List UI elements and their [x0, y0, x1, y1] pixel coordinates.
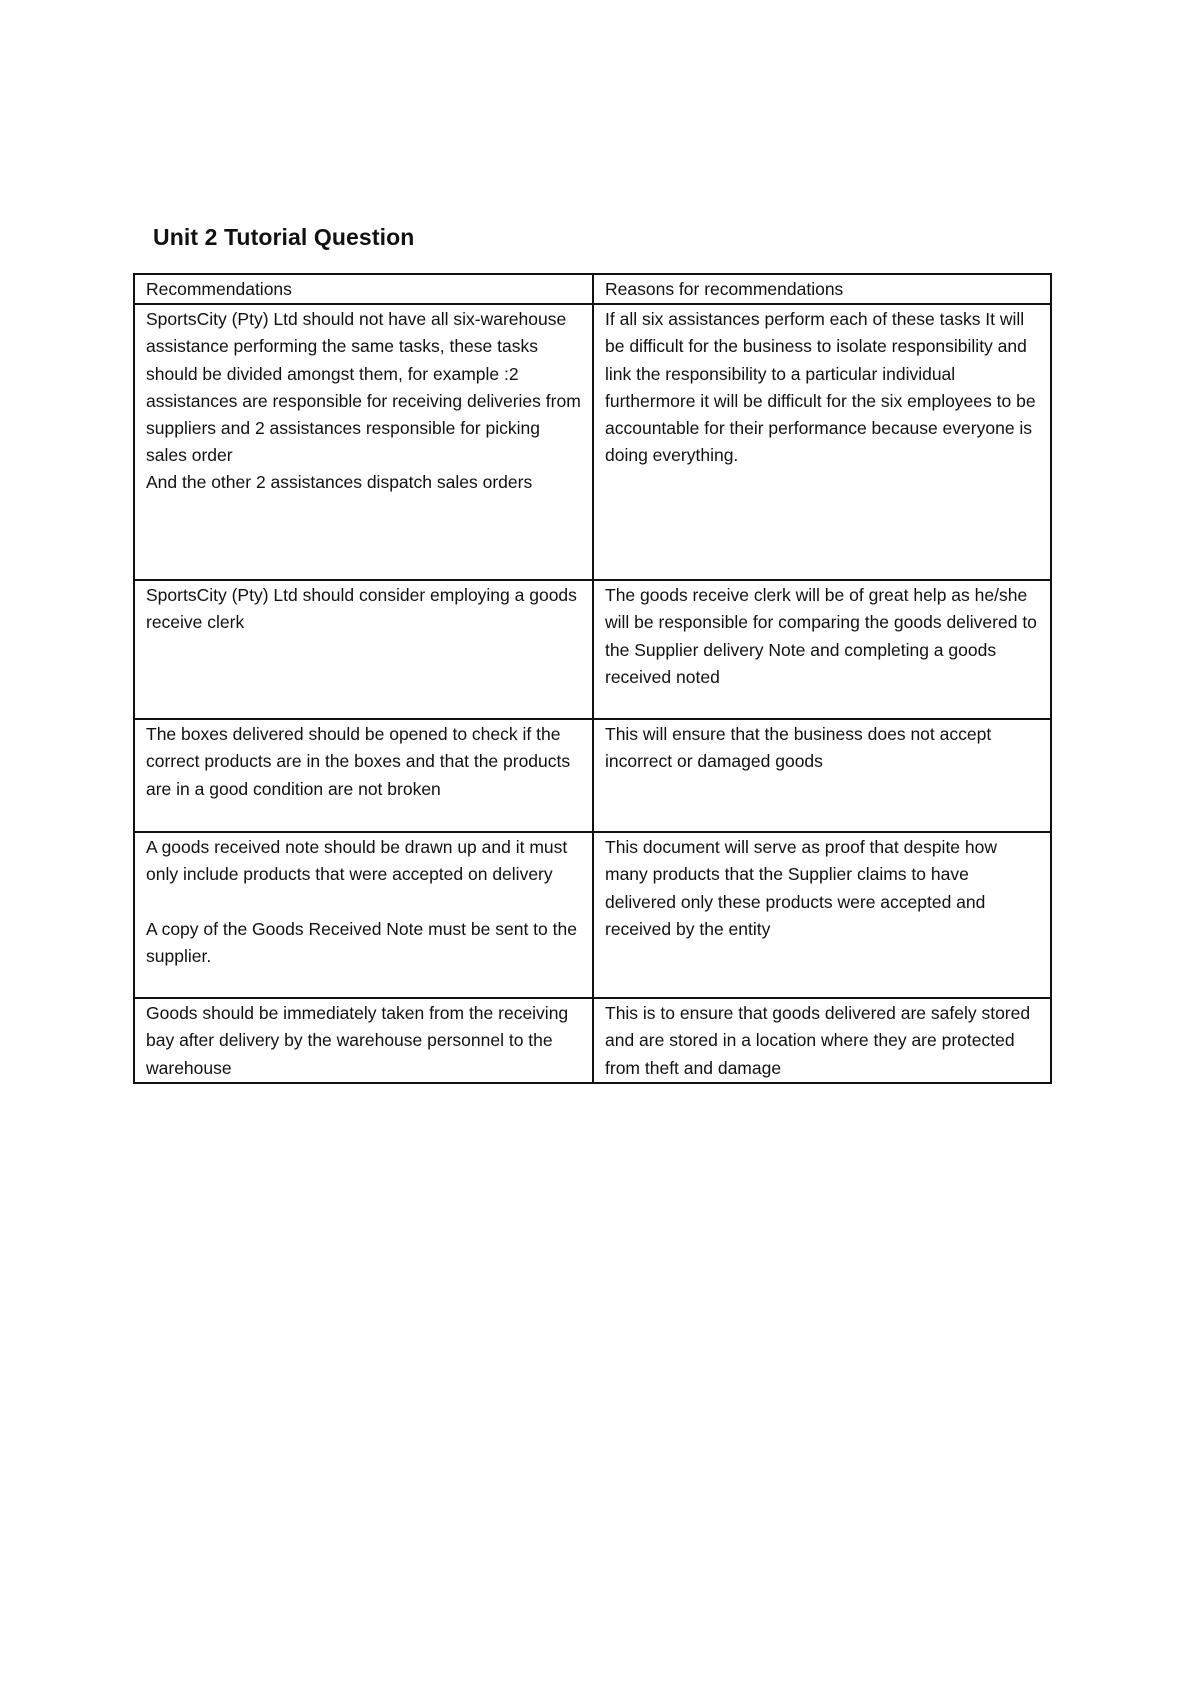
table-row [134, 998, 1051, 1083]
page-title: Unit 2 Tutorial Question [153, 224, 415, 250]
recommendation-cell: The boxes delivered should be opened to check if the correct products are in the boxes and that the products are in a good condition are not broken [134, 719, 593, 832]
column-header-recommendations: Recommendations [134, 274, 593, 304]
column-header-reasons: Reasons for recommendations [593, 274, 1051, 304]
table-row [134, 832, 1051, 998]
recommendation-cell: SportsCity (Pty) Ltd should not have all six-warehouse assistance performing the same tasks, these tasks should be divided amongst them, for example :2 assistances are responsible for receiving deliveries from suppliers and 2 assistances responsible for picking sales order And the other 2 assistances dispatch sales orders [134, 304, 593, 580]
reason-cell: If all six assistances perform each of these tasks It will be difficult for the business to isolate responsibility and link the responsibility to a particular individual furthermore it will be difficult for the six employees to be accountable for their performance because everyone is doing everything. [593, 304, 1051, 580]
reason-cell: The goods receive clerk will be of great help as he/she will be responsible for comparing the goods delivered to the Supplier delivery Note and completing a goods received noted [593, 580, 1051, 719]
recommendation-cell: SportsCity (Pty) Ltd should consider employing a goods receive clerk [134, 580, 593, 719]
recommendation-cell: Goods should be immediately taken from the receiving bay after delivery by the warehouse personnel to the warehouse [134, 998, 593, 1083]
table-row [134, 304, 1051, 580]
reason-cell: This document will serve as proof that despite how many products that the Supplier claims to have delivered only these products were accepted and received by the entity [593, 832, 1051, 998]
table-row [134, 580, 1051, 719]
recommendation-cell: A goods received note should be drawn up and it must only include products that were accepted on delivery A copy of the Goods Received Note must be sent to the supplier. [134, 832, 593, 998]
table-header-row [134, 274, 1051, 304]
reason-cell: This will ensure that the business does not accept incorrect or damaged goods [593, 719, 1051, 832]
reason-cell: This is to ensure that goods delivered are safely stored and are stored in a location where they are protected from theft and damage [593, 998, 1051, 1083]
recommendations-table [133, 273, 1052, 1084]
table-row [134, 719, 1051, 832]
